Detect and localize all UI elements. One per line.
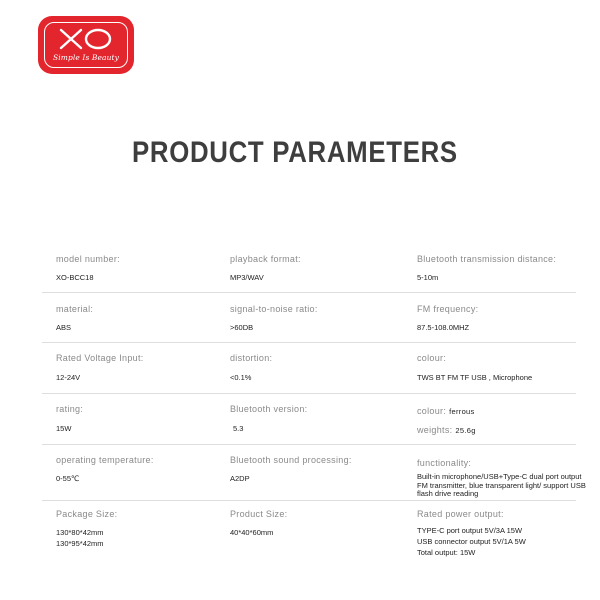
param-value: XO-BCC18 <box>56 273 94 282</box>
param-label <box>417 406 582 417</box>
param-label: playback format: <box>230 254 301 264</box>
param-cell <box>417 458 586 499</box>
page-title: PRODUCT PARAMETERS <box>132 136 458 169</box>
param-label: Bluetooth sound processing: <box>230 455 352 465</box>
param-cell <box>56 404 226 434</box>
param-cell <box>417 509 582 558</box>
param-label: signal-to-noise ratio: <box>230 304 318 314</box>
param-label: colour: <box>417 353 447 363</box>
param-value: Built-in microphone/USB+Type-C dual port output FM transmitter, blue transparent light/ support USB flash drive reading <box>417 472 586 498</box>
param-label: Bluetooth version: <box>230 404 308 414</box>
row-divider <box>42 444 576 445</box>
param-value: 12-24V <box>56 373 81 382</box>
param-label: Rated Voltage Input: <box>56 353 144 363</box>
param-value: 5.3 <box>233 424 244 433</box>
param-cell <box>417 353 582 383</box>
param-value: ferrous <box>449 407 475 416</box>
row-divider <box>42 393 576 394</box>
param-cell <box>56 509 226 549</box>
param-value: Total output: 15W <box>417 548 476 557</box>
brand-logo <box>38 16 134 74</box>
xo-logo-mark-icon <box>57 26 115 52</box>
param-label: material: <box>56 304 94 314</box>
param-label: Package Size: <box>56 509 118 519</box>
param-label: operating temperature: <box>56 455 154 465</box>
logo-tagline: Simple Is Beauty <box>53 53 119 62</box>
param-label: Bluetooth transmission distance: <box>417 254 557 264</box>
param-label: Product Size: <box>230 509 288 519</box>
param-value: 0-55℃ <box>56 474 80 483</box>
param-cell <box>230 254 410 283</box>
param-cell <box>56 304 226 333</box>
param-cell <box>230 353 410 383</box>
param-cell <box>230 455 410 484</box>
param-label: FM frequency: <box>417 304 479 314</box>
row-divider <box>42 292 576 293</box>
param-value: A2DP <box>230 474 250 483</box>
param-value: 25.6g <box>455 426 476 435</box>
param-cell <box>56 353 226 383</box>
row-divider <box>42 500 576 501</box>
param-cell <box>417 304 582 333</box>
param-cell <box>417 406 582 436</box>
param-cell <box>56 455 226 484</box>
param-value: TYPE-C port output 5V/3A 15W <box>417 526 523 535</box>
param-value: TWS BT FM TF USB , Microphone <box>417 373 533 382</box>
param-value: 130*80*42mm <box>56 528 104 537</box>
param-cell <box>230 304 410 333</box>
param-label: distortion: <box>230 353 273 363</box>
param-cell <box>417 254 582 283</box>
param-value: 5-10m <box>417 273 439 282</box>
param-value: USB connector output 5V/1A 5W <box>417 537 526 546</box>
param-value: 130*95*42mm <box>56 539 104 548</box>
param-value: ABS <box>56 323 72 332</box>
param-cell <box>56 254 226 283</box>
param-label <box>417 425 582 436</box>
param-value: 40*40*60mm <box>230 528 274 537</box>
param-label-weights: weights: <box>417 425 453 435</box>
row-divider <box>42 342 576 343</box>
param-value: 87.5-108.0MHZ <box>417 323 470 332</box>
param-label: Rated power output: <box>417 509 504 519</box>
param-cell <box>230 404 410 434</box>
param-label-colour: colour: <box>417 406 447 416</box>
param-label: model number: <box>56 254 120 264</box>
param-value: 15W <box>56 424 72 433</box>
param-value: <0.1% <box>230 373 252 382</box>
param-cell <box>230 509 410 538</box>
param-label: rating: <box>56 404 84 414</box>
param-value: MP3/WAV <box>230 273 264 282</box>
param-label: functionality: <box>417 458 472 468</box>
param-value: >60DB <box>230 323 254 332</box>
